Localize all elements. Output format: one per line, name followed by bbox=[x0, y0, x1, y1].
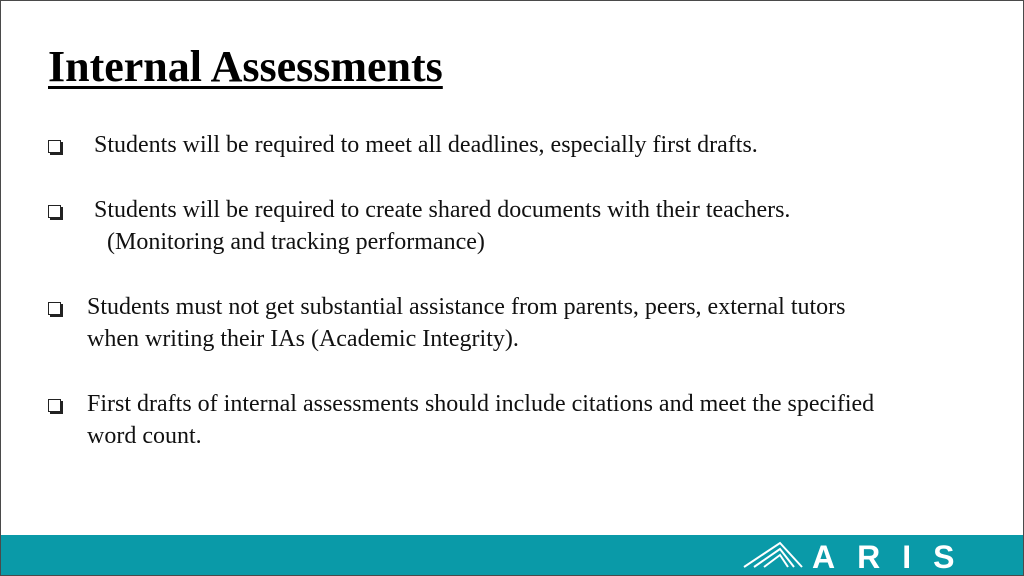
slide-title: Internal Assessments bbox=[48, 42, 443, 91]
bullet-text: Students will be required to meet all deadlines, especially first drafts. bbox=[94, 132, 758, 158]
bullet-text: Students must not get substantial assistance from parents, peers, external tutors bbox=[87, 294, 846, 320]
aris-logo bbox=[742, 539, 987, 571]
footer-bar bbox=[1, 535, 1023, 575]
bullet-text: Students will be required to create shared documents with their teachers. bbox=[94, 197, 791, 223]
bullet-text-continued: when writing their IAs (Academic Integrity). bbox=[87, 326, 519, 352]
checkbox-bullet-icon bbox=[48, 399, 61, 412]
logo-wordmark: ARIS bbox=[812, 539, 977, 571]
checkbox-bullet-icon bbox=[48, 205, 61, 218]
bullet-text-continued: word count. bbox=[87, 423, 202, 449]
checkbox-bullet-icon bbox=[48, 302, 61, 315]
checkbox-bullet-icon bbox=[48, 140, 61, 153]
bullet-text: First drafts of internal assessments should include citations and meet the specified bbox=[87, 391, 875, 417]
bullet-text-continued: (Monitoring and tracking performance) bbox=[107, 229, 485, 255]
